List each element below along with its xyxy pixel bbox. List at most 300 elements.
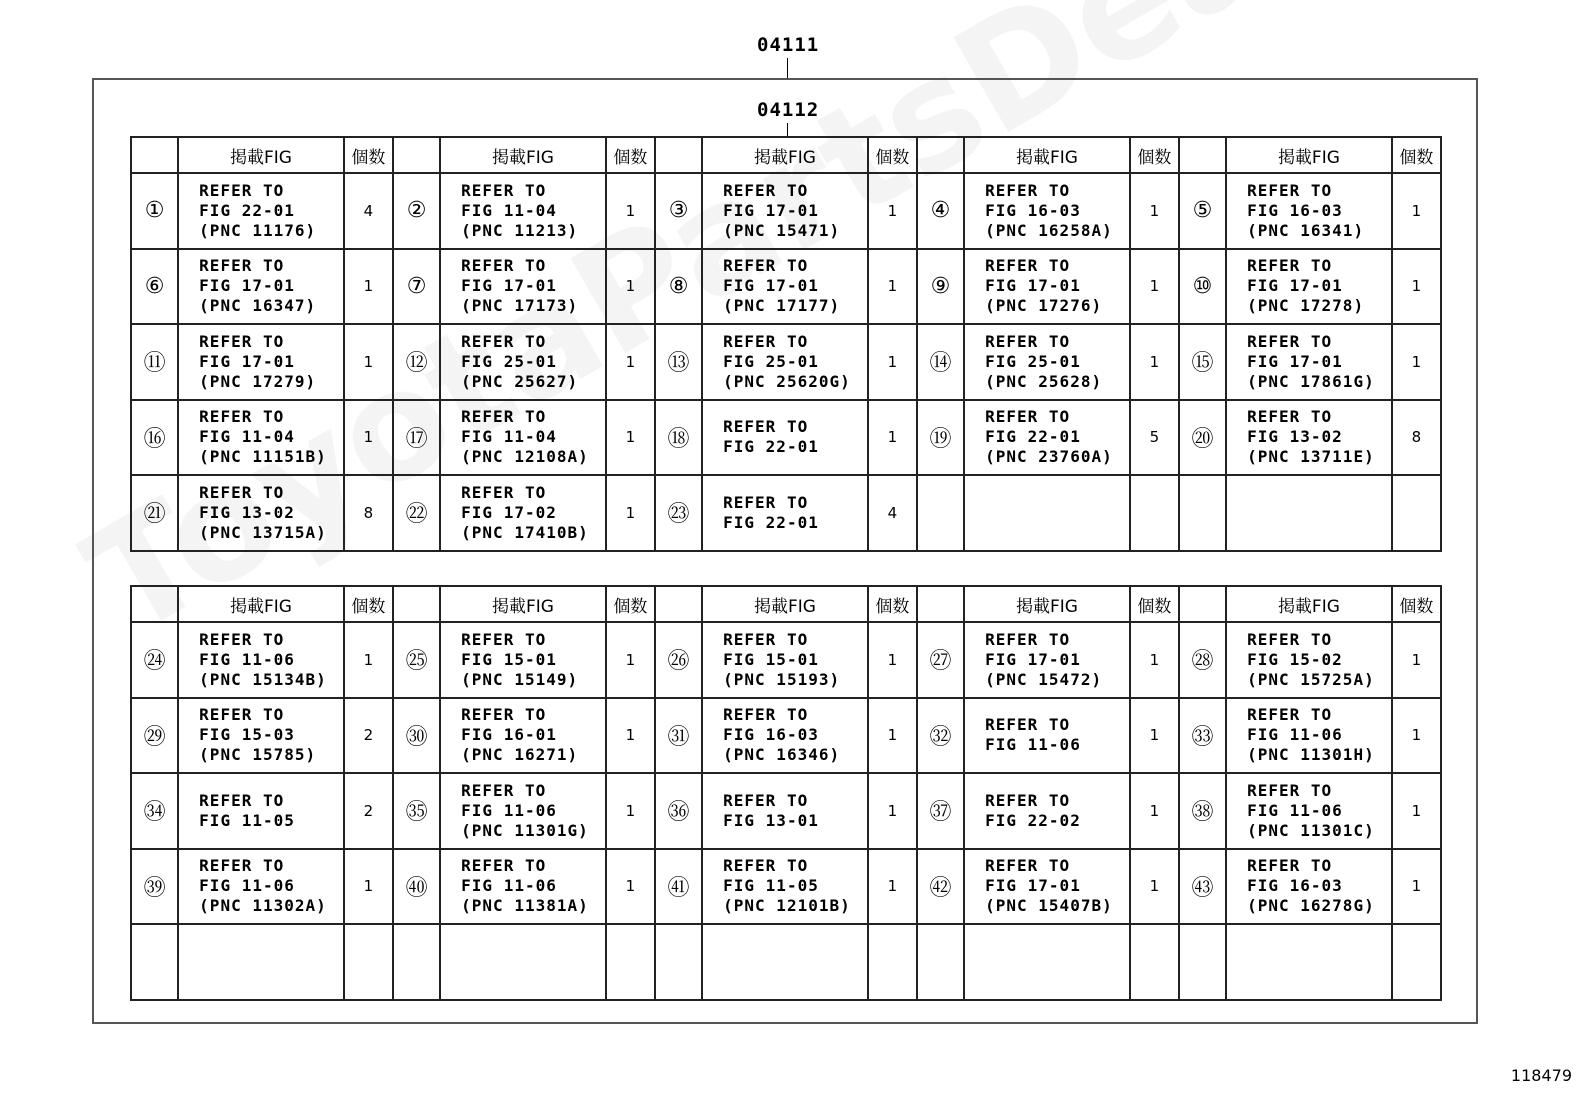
item-number: ㉛ — [655, 698, 702, 774]
figure-reference — [702, 400, 868, 476]
pnc-code: (PNC 17861G) — [1247, 371, 1375, 391]
table-row — [131, 698, 1441, 774]
fig-number: FIG 22-01 — [723, 437, 819, 457]
refer-to-text: REFER TO — [723, 180, 809, 200]
figure-reference — [1226, 622, 1392, 698]
figure-reference — [178, 698, 344, 774]
fig-number: FIG 17-01 — [723, 276, 819, 296]
header-blank — [655, 586, 702, 622]
figure-reference — [440, 849, 606, 925]
quantity: 1 — [606, 173, 655, 249]
fig-number: FIG 17-01 — [985, 876, 1081, 896]
item-number: ⑦ — [393, 249, 440, 325]
table-row — [131, 773, 1441, 849]
pnc-code: (PNC 15471) — [723, 220, 841, 240]
header-qty: 個数 — [1392, 586, 1441, 622]
figure-reference — [440, 698, 606, 774]
figure-reference — [702, 324, 868, 400]
quantity: 1 — [1392, 849, 1441, 925]
quantity: 1 — [344, 400, 393, 476]
quantity: 5 — [1130, 400, 1179, 476]
figure-reference — [964, 249, 1130, 325]
quantity — [1130, 475, 1179, 551]
refer-to-text: REFER TO — [1247, 780, 1333, 800]
figure-reference — [178, 400, 344, 476]
figure-reference — [178, 249, 344, 325]
header-qty: 個数 — [1392, 137, 1441, 173]
fig-number: FIG 16-01 — [461, 725, 557, 745]
figure-reference — [1226, 324, 1392, 400]
refer-to-text: REFER TO — [199, 180, 285, 200]
refer-to-text: REFER TO — [1247, 256, 1333, 276]
quantity — [344, 924, 393, 1000]
item-number: ② — [393, 173, 440, 249]
item-number: ⑥ — [131, 249, 178, 325]
refer-to-text: REFER TO — [723, 331, 809, 351]
header-blank — [131, 586, 178, 622]
quantity: 1 — [606, 773, 655, 849]
fig-number: FIG 25-01 — [723, 351, 819, 371]
quantity: 1 — [344, 324, 393, 400]
quantity: 1 — [868, 173, 917, 249]
item-number: ㊳ — [1179, 773, 1226, 849]
item-number: ㉖ — [655, 622, 702, 698]
figure-reference — [702, 849, 868, 925]
item-number: ㉓ — [655, 475, 702, 551]
refer-to-text: REFER TO — [1247, 407, 1333, 427]
figure-reference — [1226, 400, 1392, 476]
pnc-code: (PNC 23760A) — [985, 447, 1113, 467]
fig-number: FIG 22-01 — [723, 512, 819, 532]
figure-reference — [178, 475, 344, 551]
quantity: 2 — [344, 773, 393, 849]
fig-number: FIG 11-05 — [199, 810, 295, 830]
fig-number: FIG 22-01 — [199, 200, 295, 220]
refer-to-text: REFER TO — [1247, 856, 1333, 876]
header-fig: 掲載FIG — [1226, 586, 1392, 622]
figure-reference — [964, 773, 1130, 849]
refer-to-text: REFER TO — [461, 629, 547, 649]
quantity: 1 — [868, 849, 917, 925]
fig-number: FIG 11-06 — [461, 876, 557, 896]
header-blank — [131, 137, 178, 173]
item-number: ⑪ — [131, 324, 178, 400]
refer-to-text: REFER TO — [461, 482, 547, 502]
refer-to-text: REFER TO — [461, 256, 547, 276]
refer-to-text: REFER TO — [723, 705, 809, 725]
inner-leader-line — [787, 123, 788, 137]
pnc-code: (PNC 16271) — [461, 745, 579, 765]
fig-number: FIG 11-06 — [199, 649, 295, 669]
fig-number: FIG 17-01 — [199, 351, 295, 371]
refer-to-text: REFER TO — [199, 629, 285, 649]
refer-to-text: REFER TO — [723, 492, 809, 512]
item-number: ㊷ — [917, 849, 964, 925]
fig-number: FIG 17-01 — [199, 276, 295, 296]
item-number: ㉑ — [131, 475, 178, 551]
pnc-code: (PNC 11301H) — [1247, 745, 1375, 765]
header-fig: 掲載FIG — [1226, 137, 1392, 173]
pnc-code: (PNC 25627) — [461, 371, 579, 391]
quantity: 1 — [344, 249, 393, 325]
pnc-code: (PNC 15472) — [985, 669, 1103, 689]
fig-number: FIG 11-06 — [1247, 800, 1343, 820]
figure-reference — [702, 622, 868, 698]
item-number: ⑨ — [917, 249, 964, 325]
figure-reference — [1226, 773, 1392, 849]
quantity: 1 — [606, 475, 655, 551]
pnc-code: (PNC 11151B) — [199, 447, 327, 467]
item-number: ⑮ — [1179, 324, 1226, 400]
pnc-code: (PNC 15149) — [461, 669, 579, 689]
item-number: ㊸ — [1179, 849, 1226, 925]
refer-to-text: REFER TO — [985, 856, 1071, 876]
fig-number: FIG 11-06 — [199, 876, 295, 896]
header-blank — [917, 137, 964, 173]
refer-to-text: REFER TO — [199, 790, 285, 810]
figure-reference — [440, 622, 606, 698]
pnc-code: (PNC 12101B) — [723, 896, 851, 916]
pnc-code: (PNC 16341) — [1247, 220, 1365, 240]
figure-reference — [1226, 924, 1392, 1000]
figure-reference — [440, 324, 606, 400]
fig-number: FIG 17-02 — [461, 502, 557, 522]
item-number: ⑲ — [917, 400, 964, 476]
header-qty: 個数 — [344, 586, 393, 622]
refer-to-text: REFER TO — [985, 256, 1071, 276]
table-row — [131, 849, 1441, 925]
quantity — [1392, 475, 1441, 551]
figure-reference — [964, 475, 1130, 551]
figure-reference — [964, 324, 1130, 400]
quantity: 1 — [344, 849, 393, 925]
fig-number: FIG 17-01 — [461, 276, 557, 296]
item-number: ⑤ — [1179, 173, 1226, 249]
pnc-code: (PNC 11301C) — [1247, 820, 1375, 840]
item-number: ㊵ — [393, 849, 440, 925]
figure-reference — [178, 924, 344, 1000]
pnc-code: (PNC 25628) — [985, 371, 1103, 391]
header-blank — [655, 137, 702, 173]
quantity — [1392, 924, 1441, 1000]
header-blank — [1179, 586, 1226, 622]
table-row — [131, 400, 1441, 476]
refer-to-text: REFER TO — [985, 629, 1071, 649]
quantity: 1 — [1130, 698, 1179, 774]
quantity — [868, 924, 917, 1000]
item-number: ⑬ — [655, 324, 702, 400]
header-qty: 個数 — [868, 586, 917, 622]
refer-to-text: REFER TO — [723, 417, 809, 437]
quantity: 1 — [1392, 173, 1441, 249]
quantity: 1 — [1130, 249, 1179, 325]
refer-to-text: REFER TO — [985, 715, 1071, 735]
figure-reference — [440, 924, 606, 1000]
fig-number: FIG 11-04 — [461, 427, 557, 447]
figure-reference — [178, 773, 344, 849]
quantity: 8 — [344, 475, 393, 551]
refer-to-text: REFER TO — [1247, 331, 1333, 351]
item-number: ㉗ — [917, 622, 964, 698]
header-row — [131, 137, 1441, 173]
pnc-code: (PNC 17410B) — [461, 522, 589, 542]
quantity: 1 — [868, 773, 917, 849]
page-number: 118479 — [1510, 1066, 1572, 1085]
item-number: ⑯ — [131, 400, 178, 476]
item-number: ㉙ — [131, 698, 178, 774]
item-number: ⑱ — [655, 400, 702, 476]
figure-reference — [964, 173, 1130, 249]
pnc-code: (PNC 11302A) — [199, 896, 327, 916]
header-fig: 掲載FIG — [702, 586, 868, 622]
fig-number: FIG 16-03 — [985, 200, 1081, 220]
refer-to-text: REFER TO — [199, 256, 285, 276]
quantity: 1 — [1130, 173, 1179, 249]
refer-to-text: REFER TO — [199, 482, 285, 502]
refer-to-text: REFER TO — [461, 856, 547, 876]
pnc-code: (PNC 25620G) — [723, 371, 851, 391]
fig-number: FIG 17-01 — [1247, 351, 1343, 371]
figure-reference — [178, 324, 344, 400]
refer-to-text: REFER TO — [723, 256, 809, 276]
quantity: 1 — [1130, 849, 1179, 925]
pnc-code: (PNC 11176) — [199, 220, 317, 240]
fig-number: FIG 13-02 — [199, 502, 295, 522]
item-number: ① — [131, 173, 178, 249]
pnc-code: (PNC 15193) — [723, 669, 841, 689]
parts-table-upper — [130, 136, 1442, 552]
item-number — [1179, 475, 1226, 551]
item-number: ㊴ — [131, 849, 178, 925]
fig-number: FIG 13-01 — [723, 810, 819, 830]
fig-number: FIG 11-05 — [723, 876, 819, 896]
header-blank — [393, 586, 440, 622]
pnc-code: (PNC 15407B) — [985, 896, 1113, 916]
pnc-code: (PNC 16278G) — [1247, 896, 1375, 916]
inner-group-label: 04112 — [757, 99, 820, 121]
quantity: 1 — [606, 400, 655, 476]
pnc-code: (PNC 13715A) — [199, 522, 327, 542]
pnc-code: (PNC 17276) — [985, 296, 1103, 316]
figure-reference — [440, 173, 606, 249]
pnc-code: (PNC 11381A) — [461, 896, 589, 916]
quantity: 1 — [1130, 324, 1179, 400]
fig-number: FIG 13-02 — [1247, 427, 1343, 447]
quantity: 1 — [1392, 324, 1441, 400]
item-number — [1179, 924, 1226, 1000]
quantity: 2 — [344, 698, 393, 774]
item-number: ⑳ — [1179, 400, 1226, 476]
pnc-code: (PNC 11301G) — [461, 820, 589, 840]
header-blank — [917, 586, 964, 622]
quantity: 1 — [1392, 773, 1441, 849]
pnc-code: (PNC 16258A) — [985, 220, 1113, 240]
figure-reference — [964, 400, 1130, 476]
pnc-code: (PNC 17177) — [723, 296, 841, 316]
item-number — [655, 924, 702, 1000]
quantity: 1 — [606, 622, 655, 698]
pnc-code: (PNC 17279) — [199, 371, 317, 391]
quantity: 1 — [1392, 249, 1441, 325]
pnc-code: (PNC 16347) — [199, 296, 317, 316]
figure-reference — [1226, 698, 1392, 774]
figure-reference — [702, 773, 868, 849]
header-blank — [1179, 137, 1226, 173]
figure-reference — [702, 173, 868, 249]
fig-number: FIG 22-01 — [985, 427, 1081, 447]
figure-reference — [178, 173, 344, 249]
item-number: ㉕ — [393, 622, 440, 698]
table-row — [131, 924, 1441, 1000]
figure-reference — [440, 475, 606, 551]
refer-to-text: REFER TO — [985, 180, 1071, 200]
figure-reference — [440, 773, 606, 849]
item-number: ③ — [655, 173, 702, 249]
pnc-code: (PNC 12108A) — [461, 447, 589, 467]
quantity: 1 — [868, 698, 917, 774]
pnc-code: (PNC 15134B) — [199, 669, 327, 689]
refer-to-text: REFER TO — [985, 407, 1071, 427]
refer-to-text: REFER TO — [461, 705, 547, 725]
fig-number: FIG 15-01 — [461, 649, 557, 669]
quantity: 1 — [1392, 622, 1441, 698]
item-number — [917, 924, 964, 1000]
table-row — [131, 622, 1441, 698]
item-number: ㉞ — [131, 773, 178, 849]
fig-number: FIG 25-01 — [461, 351, 557, 371]
figure-reference — [1226, 249, 1392, 325]
pnc-code: (PNC 11213) — [461, 220, 579, 240]
refer-to-text: REFER TO — [199, 331, 285, 351]
figure-reference — [702, 249, 868, 325]
fig-number: FIG 11-06 — [1247, 725, 1343, 745]
item-number: ㉚ — [393, 698, 440, 774]
item-number: ㉜ — [917, 698, 964, 774]
quantity: 1 — [606, 698, 655, 774]
refer-to-text: REFER TO — [199, 856, 285, 876]
quantity — [606, 924, 655, 1000]
pnc-code: (PNC 17278) — [1247, 296, 1365, 316]
header-qty: 個数 — [344, 137, 393, 173]
pnc-code: (PNC 16346) — [723, 745, 841, 765]
figure-reference — [964, 622, 1130, 698]
header-qty: 個数 — [1130, 137, 1179, 173]
item-number: ⑧ — [655, 249, 702, 325]
figure-reference — [178, 849, 344, 925]
figure-reference — [440, 400, 606, 476]
quantity: 1 — [868, 622, 917, 698]
fig-number: FIG 25-01 — [985, 351, 1081, 371]
item-number: ㉘ — [1179, 622, 1226, 698]
item-number: ㉔ — [131, 622, 178, 698]
parts-table-lower — [130, 585, 1442, 1001]
refer-to-text: REFER TO — [199, 407, 285, 427]
item-number — [917, 475, 964, 551]
item-number: ㉝ — [1179, 698, 1226, 774]
quantity: 1 — [606, 849, 655, 925]
refer-to-text: REFER TO — [723, 790, 809, 810]
outer-leader-line — [787, 58, 788, 78]
quantity: 1 — [606, 324, 655, 400]
refer-to-text: REFER TO — [723, 629, 809, 649]
fig-number: FIG 17-01 — [1247, 276, 1343, 296]
item-number: ㊱ — [655, 773, 702, 849]
header-fig: 掲載FIG — [178, 586, 344, 622]
item-number: ⑰ — [393, 400, 440, 476]
header-fig: 掲載FIG — [440, 586, 606, 622]
header-qty: 個数 — [868, 137, 917, 173]
quantity: 1 — [344, 622, 393, 698]
fig-number: FIG 11-06 — [461, 800, 557, 820]
item-number: ⑩ — [1179, 249, 1226, 325]
pnc-code: (PNC 15785) — [199, 745, 317, 765]
refer-to-text: REFER TO — [1247, 705, 1333, 725]
figure-reference — [1226, 475, 1392, 551]
figure-reference — [1226, 849, 1392, 925]
table-row — [131, 249, 1441, 325]
pnc-code: (PNC 15725A) — [1247, 669, 1375, 689]
fig-number: FIG 11-06 — [985, 735, 1081, 755]
item-number: ㊲ — [917, 773, 964, 849]
header-fig: 掲載FIG — [440, 137, 606, 173]
header-qty: 個数 — [606, 137, 655, 173]
header-fig: 掲載FIG — [178, 137, 344, 173]
header-qty: 個数 — [606, 586, 655, 622]
fig-number: FIG 16-03 — [1247, 200, 1343, 220]
refer-to-text: REFER TO — [199, 705, 285, 725]
quantity: 1 — [868, 324, 917, 400]
header-blank — [393, 137, 440, 173]
item-number: ㉒ — [393, 475, 440, 551]
fig-number: FIG 22-02 — [985, 810, 1081, 830]
refer-to-text: REFER TO — [1247, 180, 1333, 200]
header-fig: 掲載FIG — [964, 586, 1130, 622]
refer-to-text: REFER TO — [985, 790, 1071, 810]
fig-number: FIG 15-03 — [199, 725, 295, 745]
refer-to-text: REFER TO — [461, 780, 547, 800]
figure-reference — [964, 924, 1130, 1000]
fig-number: FIG 11-04 — [461, 200, 557, 220]
fig-number: FIG 16-03 — [1247, 876, 1343, 896]
quantity: 4 — [344, 173, 393, 249]
fig-number: FIG 11-04 — [199, 427, 295, 447]
figure-reference — [440, 249, 606, 325]
figure-reference — [702, 475, 868, 551]
fig-number: FIG 16-03 — [723, 725, 819, 745]
pnc-code: (PNC 17173) — [461, 296, 579, 316]
item-number: ㊶ — [655, 849, 702, 925]
figure-reference — [702, 698, 868, 774]
item-number — [131, 924, 178, 1000]
item-number: ④ — [917, 173, 964, 249]
table-row — [131, 173, 1441, 249]
pnc-code: (PNC 13711E) — [1247, 447, 1375, 467]
header-fig: 掲載FIG — [964, 137, 1130, 173]
fig-number: FIG 17-01 — [985, 649, 1081, 669]
quantity: 1 — [606, 249, 655, 325]
refer-to-text: REFER TO — [461, 331, 547, 351]
refer-to-text: REFER TO — [1247, 629, 1333, 649]
refer-to-text: REFER TO — [985, 331, 1071, 351]
item-number: ⑫ — [393, 324, 440, 400]
quantity: 4 — [868, 475, 917, 551]
quantity: 1 — [868, 400, 917, 476]
table-row — [131, 475, 1441, 551]
fig-number: FIG 17-01 — [723, 200, 819, 220]
item-number: ㉟ — [393, 773, 440, 849]
fig-number: FIG 17-01 — [985, 276, 1081, 296]
figure-reference — [178, 622, 344, 698]
